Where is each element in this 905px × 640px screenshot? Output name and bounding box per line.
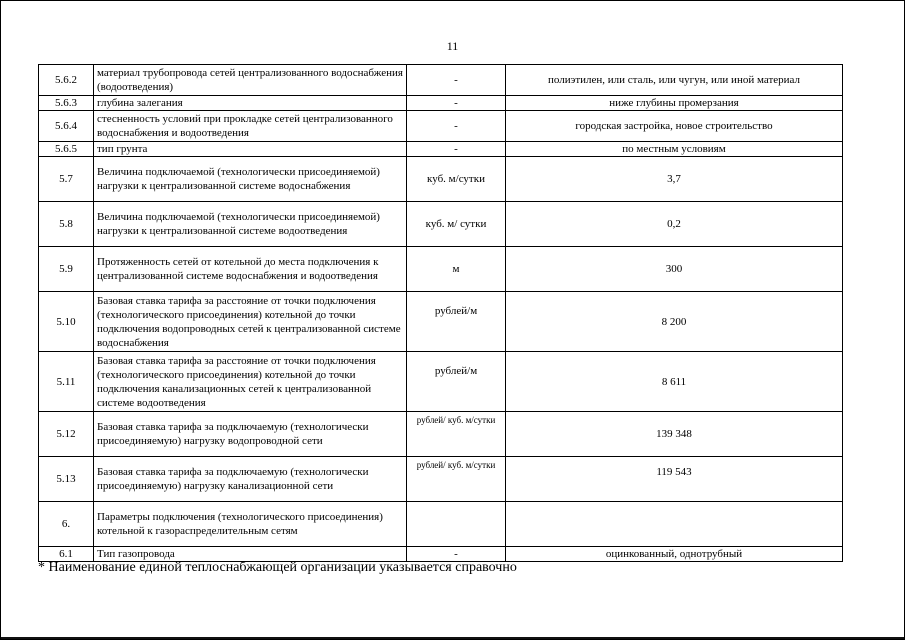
row-number: 5.6.5 (39, 142, 94, 157)
row-number: 5.6.3 (39, 96, 94, 111)
row-name: Базовая ставка тарифа за подключаемую (технологически присоединяемую) нагрузку водопроводной сети (94, 412, 407, 457)
row-unit: - (407, 65, 506, 96)
row-name: глубина залегания (94, 96, 407, 111)
row-value: оцинкованный, однотрубный (506, 547, 843, 562)
row-value: 119 543 (506, 457, 843, 502)
row-name: стесненность условий при прокладке сетей централизованного водоснабжения и водоотведения (94, 111, 407, 142)
row-number: 6.1 (39, 547, 94, 562)
row-value: 139 348 (506, 412, 843, 457)
table-row (39, 292, 843, 352)
row-number: 5.11 (39, 352, 94, 412)
row-unit: рублей/ куб. м/сутки (407, 457, 506, 502)
row-value: 300 (506, 247, 843, 292)
table-row (39, 457, 843, 502)
row-unit: рублей/м (407, 292, 506, 352)
row-number: 5.9 (39, 247, 94, 292)
row-unit: м (407, 247, 506, 292)
row-name: тип грунта (94, 142, 407, 157)
table-row (39, 352, 843, 412)
row-unit: - (407, 96, 506, 111)
table-row (39, 111, 843, 142)
row-number: 5.6.2 (39, 65, 94, 96)
row-name: Величина подключаемой (технологически присоединяемой) нагрузки к централизованной системе водоснабжения (94, 157, 407, 202)
row-number: 5.6.4 (39, 111, 94, 142)
row-unit: куб. м/ сутки (407, 202, 506, 247)
row-name: материал трубопровода сетей централизованного водоснабжения (водоотведения) (94, 65, 407, 96)
table-row (39, 65, 843, 96)
row-value: 3,7 (506, 157, 843, 202)
table-row (39, 247, 843, 292)
row-value: 8 611 (506, 352, 843, 412)
row-value: 8 200 (506, 292, 843, 352)
row-unit: - (407, 547, 506, 562)
row-name: Базовая ставка тарифа за расстояние от точки подключения (технологического присоединения) котельной до точки подключения канализационных сетей к централизованной системе водоотведения (94, 352, 407, 412)
row-name: Базовая ставка тарифа за расстояние от точки подключения (технологического присоединения) котельной до точки подключения водопроводных сетей к централизованной системе водоснабжения (94, 292, 407, 352)
row-number: 5.10 (39, 292, 94, 352)
table-row (39, 502, 843, 547)
row-name: Протяженность сетей от котельной до места подключения к централизованной системе водоснабжения и водоотведения (94, 247, 407, 292)
table-row (39, 96, 843, 111)
row-name: Параметры подключения (технологического присоединения) котельной к газораспределительным сетям (94, 502, 407, 547)
row-value: 0,2 (506, 202, 843, 247)
row-number: 5.8 (39, 202, 94, 247)
row-unit: - (407, 111, 506, 142)
row-unit: рублей/ куб. м/сутки (407, 412, 506, 457)
row-name: Величина подключаемой (технологически присоединяемой) нагрузки к централизованной системе водоотведения (94, 202, 407, 247)
row-value: по местным условиям (506, 142, 843, 157)
row-unit (407, 502, 506, 547)
row-value (506, 502, 843, 547)
page-number: 11 (446, 39, 459, 53)
row-name: Базовая ставка тарифа за подключаемую (технологически присоединяемую) нагрузку канализационной сети (94, 457, 407, 502)
row-value: ниже глубины промерзания (506, 96, 843, 111)
row-number: 5.12 (39, 412, 94, 457)
table-row (39, 142, 843, 157)
row-value: полиэтилен, или сталь, или чугун, или иной материал (506, 65, 843, 96)
row-unit: рублей/м (407, 352, 506, 412)
table-row (39, 202, 843, 247)
row-unit: - (407, 142, 506, 157)
row-name: Тип газопровода (94, 547, 407, 562)
footnote: * Наименование единой теплоснабжающей организации указывается справочно (38, 560, 517, 575)
table-row (39, 412, 843, 457)
row-number: 5.7 (39, 157, 94, 202)
row-number: 5.13 (39, 457, 94, 502)
table-row (39, 157, 843, 202)
row-unit: куб. м/сутки (407, 157, 506, 202)
parameters-table (38, 64, 843, 562)
row-value: городская застройка, новое строительство (506, 111, 843, 142)
row-number: 6. (39, 502, 94, 547)
